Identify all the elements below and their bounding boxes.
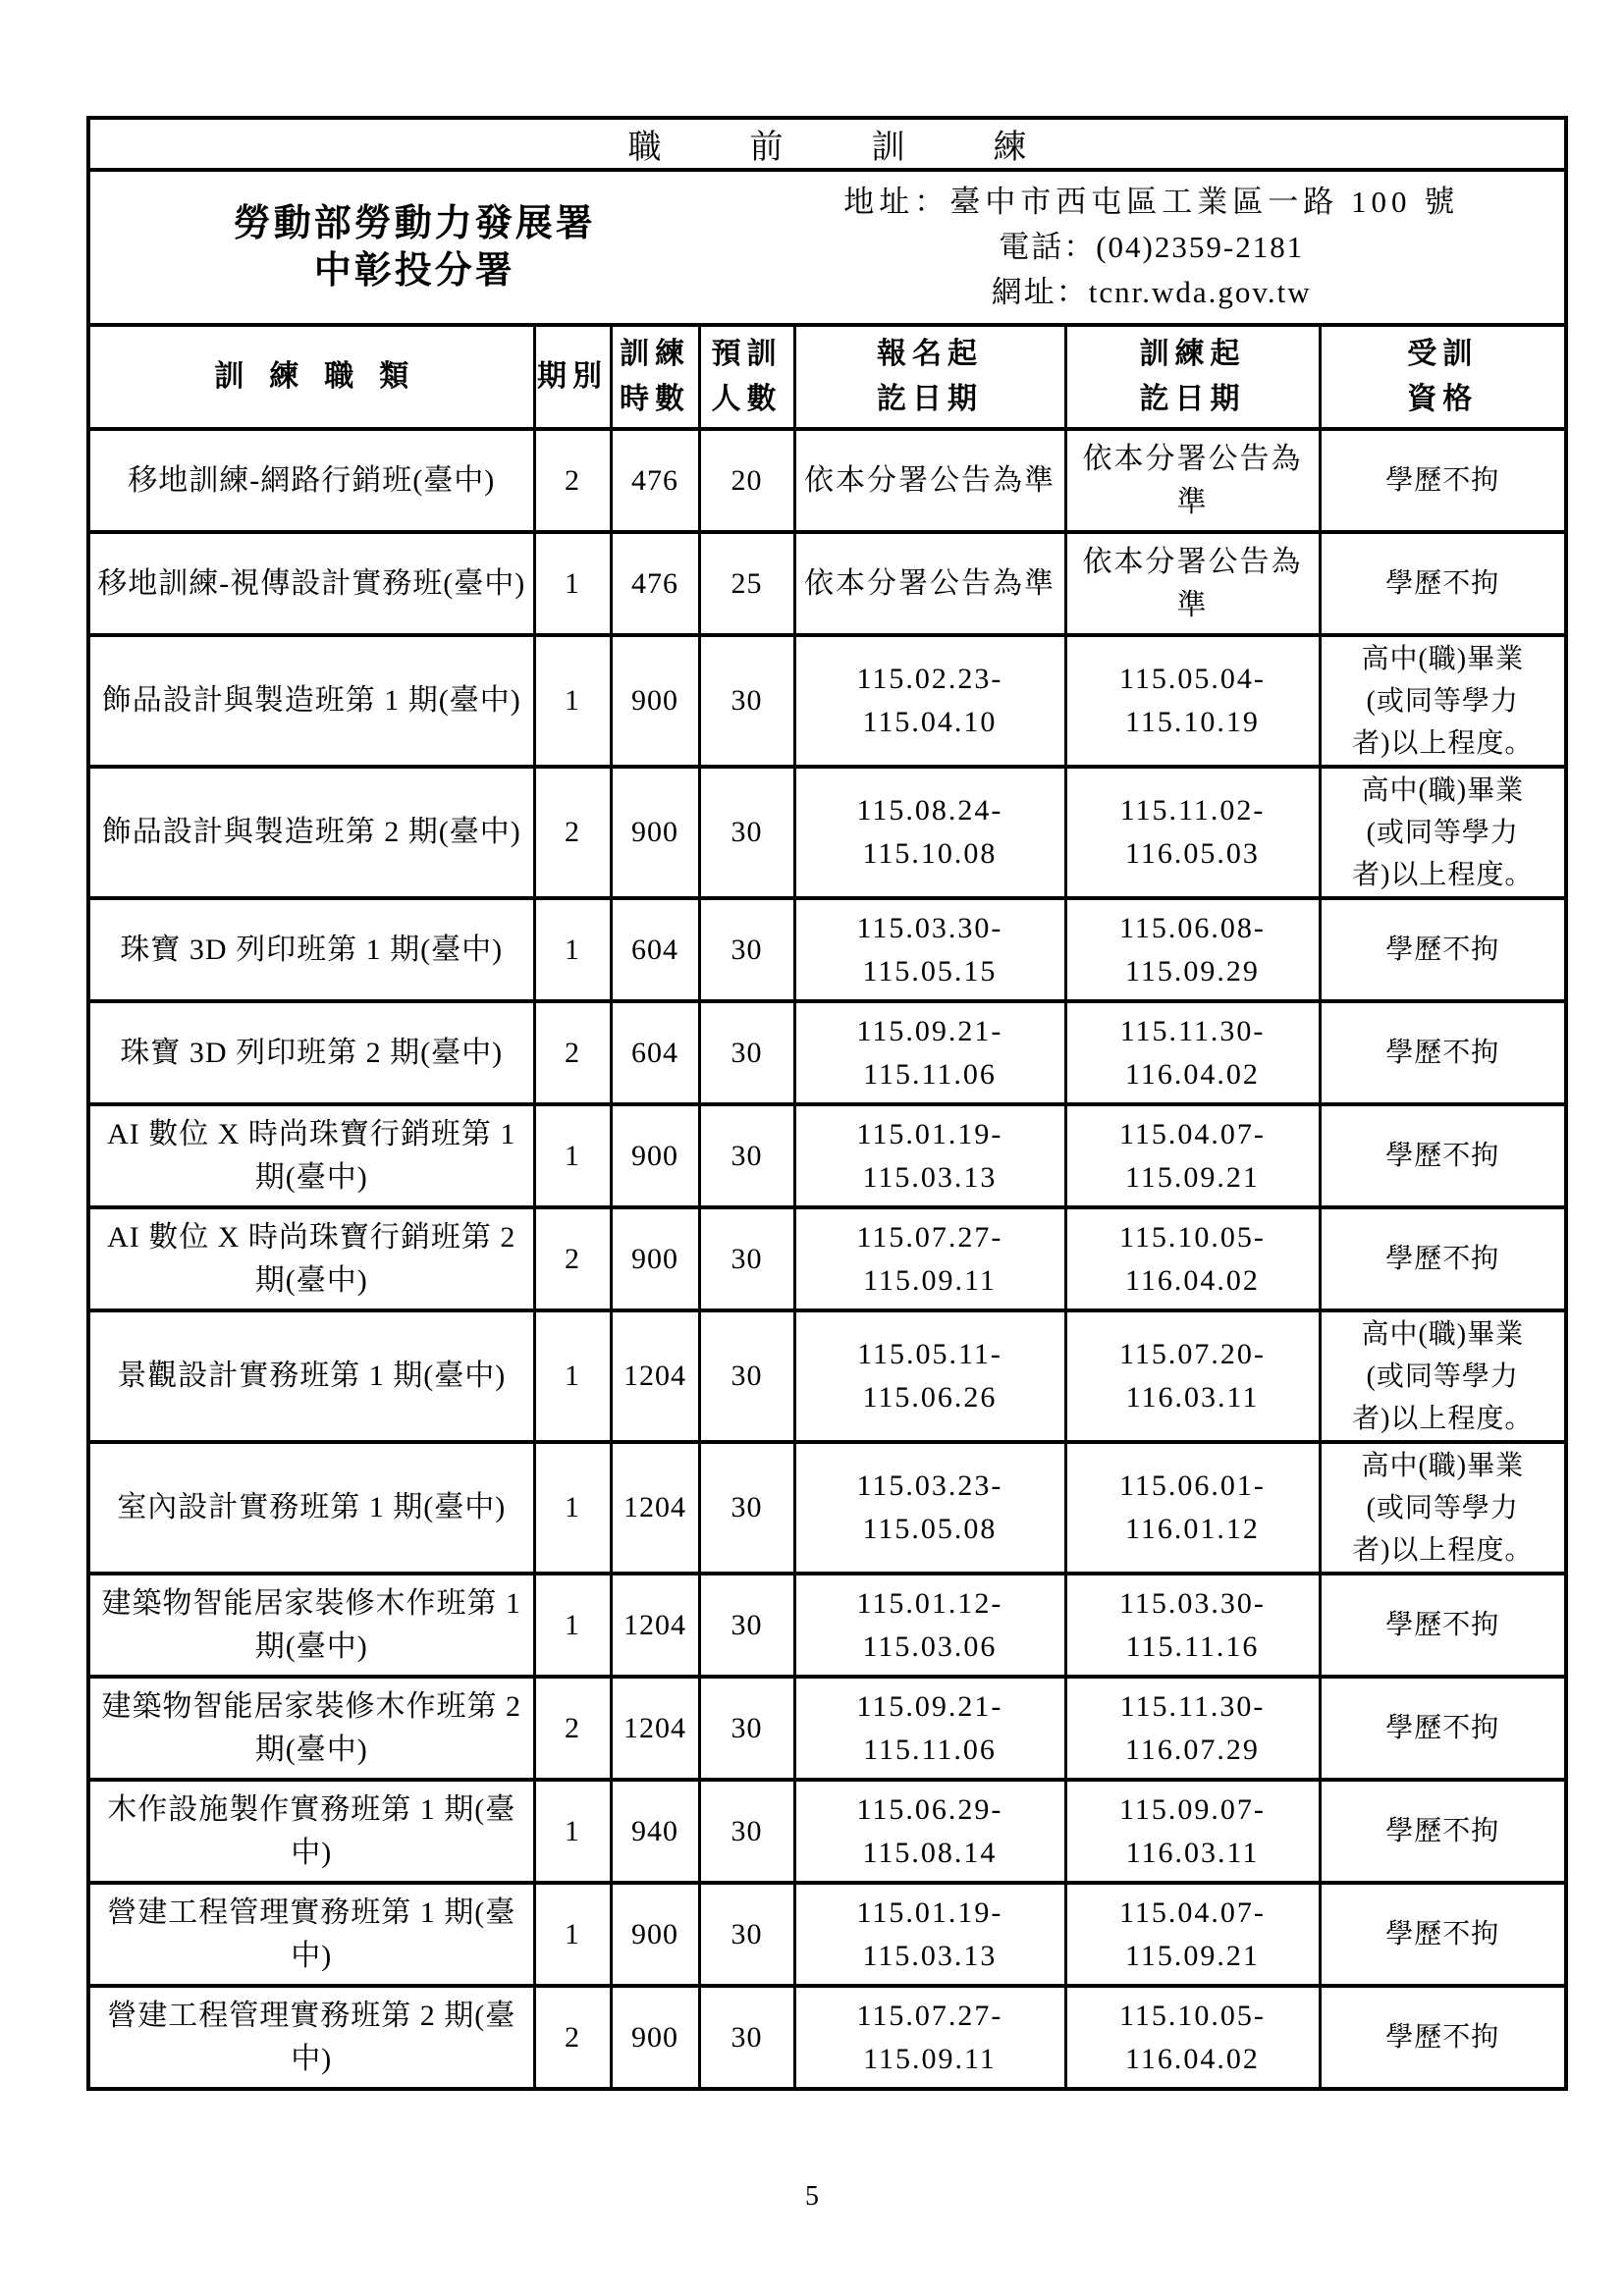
cell-planned-trainees: 30 [699, 1104, 794, 1207]
cell-qualification-line: (或同等學力 [1366, 1492, 1519, 1523]
cell-training-dates-line: 115.06.01- [1119, 1469, 1266, 1502]
cell-signup-dates-line: 115.06.29- [856, 1792, 1003, 1826]
cell-period: 2 [534, 1001, 611, 1104]
cell-qualification [1320, 1310, 1566, 1442]
header-signup-line: 訖日期 [877, 383, 983, 415]
cell-training-hours: 604 [611, 898, 699, 1001]
cell-training-hours: 900 [611, 1883, 699, 1986]
cell-signup-dates [794, 1574, 1065, 1677]
cell-signup-dates-line: 115.08.24- [856, 794, 1003, 827]
header-hours-line: 時數 [620, 383, 690, 415]
cell-signup-dates-line: 115.07.27- [856, 1220, 1003, 1254]
cell-qualification-line: 學歷不拘 [1385, 1038, 1500, 1068]
cell-signup-dates [794, 429, 1065, 532]
cell-training-dates-line: 116.03.11 [1125, 1836, 1260, 1869]
cell-qualification [1320, 767, 1566, 898]
cell-training-dates [1065, 1001, 1320, 1104]
table-row [88, 1442, 1566, 1574]
cell-period: 1 [534, 1883, 611, 1986]
cell-signup-dates [794, 1442, 1065, 1574]
table-row [88, 1986, 1566, 2089]
cell-period: 2 [534, 1677, 611, 1780]
cell-training-hours: 900 [611, 767, 699, 898]
table-row [88, 898, 1566, 1001]
cell-signup-dates-line: 115.03.13 [862, 1160, 998, 1194]
cell-training-hours: 900 [611, 1207, 699, 1310]
cell-signup-dates [794, 635, 1065, 767]
table-row [88, 767, 1566, 898]
cell-signup-dates-line: 115.11.06 [863, 1057, 997, 1091]
cell-period: 2 [534, 429, 611, 532]
cell-training-dates-line: 115.10.19 [1125, 706, 1260, 738]
cell-qualification-line: 學歷不拘 [1385, 1816, 1500, 1846]
cell-qualification [1320, 1677, 1566, 1780]
cell-period: 2 [534, 767, 611, 898]
cell-training-dates-line: 準 [1176, 485, 1209, 518]
cell-signup-dates-line: 115.05.15 [862, 954, 998, 988]
cell-training-dates-line: 115.04.07- [1119, 1896, 1266, 1929]
header-training-line: 訓練起 [1139, 338, 1246, 370]
cell-qualification [1320, 635, 1566, 767]
cell-signup-dates-line: 115.06.26 [862, 1381, 998, 1414]
cell-training-dates [1065, 1986, 1320, 2089]
header-course [88, 325, 534, 429]
cell-signup-dates [794, 1207, 1065, 1310]
cell-signup-dates-line: 115.09.11 [863, 1263, 997, 1297]
cell-training-dates-line: 115.10.05- [1119, 1999, 1266, 2032]
cell-training-hours: 604 [611, 1001, 699, 1104]
cell-planned-trainees: 30 [699, 1574, 794, 1677]
cell-period: 1 [534, 1104, 611, 1207]
cell-signup-dates [794, 1104, 1065, 1207]
table-body [88, 118, 1566, 2089]
cell-course-name: 室內設計實務班第 1 期(臺中) [88, 1442, 534, 1574]
cell-signup-dates-line: 115.03.13 [862, 1939, 998, 1972]
header-hours-line: 訓練 [620, 338, 690, 370]
cell-period: 1 [534, 1574, 611, 1677]
cell-qualification-line: 高中(職)畢業 [1361, 1318, 1525, 1350]
cell-training-dates [1065, 1104, 1320, 1207]
cell-period: 2 [534, 1207, 611, 1310]
cell-training-dates-line: 115.06.08- [1119, 911, 1266, 944]
title-row [88, 118, 1566, 170]
cell-qualification-line: 者)以上程度。 [1352, 1534, 1534, 1566]
cell-course-name: 建築物智能居家裝修木作班第 2 期(臺中) [88, 1677, 534, 1780]
cell-planned-trainees: 30 [699, 767, 794, 898]
cell-training-dates-line: 116.04.02 [1125, 1263, 1260, 1297]
cell-signup-dates-line: 115.08.14 [862, 1836, 998, 1869]
cell-planned-trainees: 20 [699, 429, 794, 532]
cell-training-dates-line: 116.03.11 [1125, 1381, 1260, 1414]
cell-qualification [1320, 429, 1566, 532]
cell-qualification-line: 者)以上程度。 [1352, 859, 1534, 890]
cell-training-hours: 1204 [611, 1677, 699, 1780]
cell-signup-dates-line: 115.03.23- [856, 1469, 1003, 1502]
cell-planned-trainees: 30 [699, 1442, 794, 1574]
cell-period: 1 [534, 898, 611, 1001]
cell-training-dates-line: 115.04.07- [1119, 1117, 1266, 1150]
cell-training-dates [1065, 1780, 1320, 1883]
cell-training-hours: 940 [611, 1780, 699, 1883]
cell-course-name: 珠寶 3D 列印班第 2 期(臺中) [88, 1001, 534, 1104]
cell-training-hours: 476 [611, 532, 699, 635]
cell-qualification-line: 高中(職)畢業 [1361, 1450, 1525, 1481]
cell-training-dates [1065, 1677, 1320, 1780]
page-number: 5 [805, 2181, 819, 2212]
table-row [88, 1310, 1566, 1442]
cell-training-dates-line: 115.07.20- [1119, 1338, 1266, 1370]
header-trainees [699, 325, 794, 429]
table-row [88, 635, 1566, 767]
cell-signup-dates [794, 532, 1065, 635]
header-qualification-line: 受訓 [1407, 338, 1479, 370]
cell-qualification [1320, 1442, 1566, 1574]
cell-course-name: 飾品設計與製造班第 1 期(臺中) [88, 635, 534, 767]
cell-planned-trainees: 30 [699, 1986, 794, 2089]
cell-training-dates [1065, 1207, 1320, 1310]
cell-qualification [1320, 1986, 1566, 2089]
header-course-line: 訓練職類 [214, 360, 435, 393]
agency-name [90, 200, 738, 294]
cell-qualification-line: 學歷不拘 [1385, 1919, 1500, 1949]
cell-signup-dates [794, 767, 1065, 898]
cell-planned-trainees: 30 [699, 1677, 794, 1780]
cell-training-hours: 1204 [611, 1574, 699, 1677]
header-signup [794, 325, 1065, 429]
cell-training-dates-line: 116.07.29 [1125, 1733, 1260, 1766]
header-period [534, 325, 611, 429]
cell-qualification-line: 學歷不拘 [1385, 2022, 1500, 2053]
cell-course-name: 營建工程管理實務班第 2 期(臺中) [88, 1986, 534, 2089]
cell-training-dates [1065, 1883, 1320, 1986]
cell-training-dates [1065, 1574, 1320, 1677]
info-row [88, 170, 1566, 325]
header-period-line: 期別 [537, 360, 608, 393]
cell-course-name: 建築物智能居家裝修木作班第 1 期(臺中) [88, 1574, 534, 1677]
agency-contact [738, 180, 1564, 315]
cell-training-dates [1065, 1310, 1320, 1442]
cell-training-dates-line: 115.03.30- [1119, 1586, 1266, 1620]
cell-qualification-line: 學歷不拘 [1385, 1610, 1500, 1640]
cell-signup-dates-line: 115.11.06 [863, 1733, 997, 1766]
cell-course-name: 珠寶 3D 列印班第 1 期(臺中) [88, 898, 534, 1001]
header-signup-line: 報名起 [877, 338, 983, 370]
cell-course-name: 飾品設計與製造班第 2 期(臺中) [88, 767, 534, 898]
cell-period: 1 [534, 1442, 611, 1574]
cell-training-dates-line: 115.09.21 [1125, 1160, 1260, 1194]
cell-course-name: AI 數位 X 時尚珠寶行銷班第 2 期(臺中) [88, 1207, 534, 1310]
table-row [88, 1574, 1566, 1677]
cell-signup-dates-line: 115.05.11- [857, 1338, 1002, 1370]
cell-qualification-line: 者)以上程度。 [1352, 1403, 1534, 1434]
cell-training-dates-line: 116.04.02 [1125, 1057, 1260, 1091]
cell-planned-trainees: 30 [699, 635, 794, 767]
cell-qualification-line: (或同等學力 [1366, 817, 1519, 848]
table-row [88, 532, 1566, 635]
cell-signup-dates [794, 1780, 1065, 1883]
cell-signup-dates-line: 115.01.19- [856, 1117, 1003, 1150]
header-trainees-line: 人數 [711, 383, 783, 415]
cell-training-dates [1065, 532, 1320, 635]
cell-qualification-line: 學歷不拘 [1385, 465, 1500, 496]
cell-training-dates [1065, 635, 1320, 767]
cell-qualification [1320, 898, 1566, 1001]
cell-training-dates-line: 115.05.04- [1119, 663, 1266, 695]
cell-signup-dates-line: 115.10.08 [862, 837, 998, 870]
cell-signup-dates-line: 115.07.27- [856, 1999, 1003, 2032]
table-row [88, 1207, 1566, 1310]
cell-course-name: 景觀設計實務班第 1 期(臺中) [88, 1310, 534, 1442]
cell-qualification-line: 學歷不拘 [1385, 1713, 1500, 1743]
cell-signup-dates-line: 115.04.10 [862, 706, 998, 738]
cell-period: 1 [534, 1310, 611, 1442]
cell-signup-dates-line: 115.01.12- [856, 1586, 1003, 1620]
cell-qualification-line: (或同等學力 [1366, 1361, 1519, 1392]
cell-training-dates-line: 115.09.29 [1125, 954, 1260, 988]
cell-planned-trainees: 30 [699, 1310, 794, 1442]
cell-training-hours: 900 [611, 1104, 699, 1207]
cell-training-dates-line: 115.09.21 [1125, 1939, 1260, 1972]
cell-signup-dates-line: 115.02.23- [856, 663, 1003, 695]
header-qualification [1320, 325, 1566, 429]
cell-qualification [1320, 1104, 1566, 1207]
cell-period: 1 [534, 532, 611, 635]
cell-training-dates-line: 116.05.03 [1125, 837, 1260, 870]
header-qualification-line: 資格 [1407, 383, 1479, 415]
cell-qualification [1320, 1883, 1566, 1986]
cell-period: 2 [534, 1986, 611, 2089]
cell-training-dates-line: 準 [1176, 588, 1209, 621]
cell-planned-trainees: 30 [699, 1001, 794, 1104]
cell-training-dates [1065, 429, 1320, 532]
cell-training-dates [1065, 1442, 1320, 1574]
cell-training-dates-line: 115.11.16 [1125, 1629, 1260, 1663]
cell-qualification [1320, 1207, 1566, 1310]
cell-training-dates-line: 115.11.30- [1119, 1689, 1266, 1723]
cell-qualification [1320, 1001, 1566, 1104]
cell-signup-dates-line: 115.03.06 [862, 1629, 998, 1663]
table-row [88, 429, 1566, 532]
header-training-line: 訖日期 [1139, 383, 1246, 415]
cell-signup-dates-line: 115.01.19- [856, 1896, 1003, 1929]
cell-qualification-line: 學歷不拘 [1385, 568, 1500, 599]
cell-planned-trainees: 30 [699, 898, 794, 1001]
cell-qualification [1320, 1574, 1566, 1677]
info-block [90, 180, 1564, 315]
cell-course-name: 木作設施製作實務班第 1 期(臺中) [88, 1780, 534, 1883]
cell-signup-dates [794, 1677, 1065, 1780]
cell-planned-trainees: 30 [699, 1780, 794, 1883]
cell-signup-dates-line: 115.05.08 [862, 1513, 998, 1545]
cell-training-hours: 900 [611, 1986, 699, 2089]
cell-qualification-line: (或同等學力 [1366, 685, 1519, 717]
table-header-row [88, 325, 1566, 429]
cell-training-dates-line: 116.04.02 [1125, 2042, 1260, 2075]
cell-training-dates-line: 依本分署公告為 [1082, 442, 1303, 475]
cell-training-dates-line: 115.11.30- [1119, 1014, 1266, 1047]
cell-training-dates-line: 116.01.12 [1125, 1513, 1260, 1545]
cell-period: 1 [534, 1780, 611, 1883]
cell-training-hours: 476 [611, 429, 699, 532]
cell-signup-dates [794, 1883, 1065, 1986]
agency-website: 網址：tcnr.wda.gov.tw [991, 275, 1312, 309]
cell-qualification-line: 學歷不拘 [1385, 1141, 1500, 1171]
cell-course-name: 移地訓練-視傳設計實務班(臺中) [88, 532, 534, 635]
cell-signup-dates [794, 898, 1065, 1001]
cell-qualification-line: 學歷不拘 [1385, 1244, 1500, 1274]
agency-phone: 電話：(04)2359-2181 [999, 230, 1305, 264]
cell-training-hours: 1204 [611, 1442, 699, 1574]
cell-course-name: AI 數位 X 時尚珠寶行銷班第 1 期(臺中) [88, 1104, 534, 1207]
header-training [1065, 325, 1320, 429]
table-row [88, 1780, 1566, 1883]
table-row [88, 1883, 1566, 1986]
cell-training-hours: 1204 [611, 1310, 699, 1442]
cell-training-dates [1065, 898, 1320, 1001]
cell-qualification [1320, 532, 1566, 635]
agency-name-line2: 中彰投分署 [313, 250, 515, 292]
agency-address: 地址：臺中市西屯區工業區一路 100 號 [843, 185, 1460, 219]
cell-qualification-line: 高中(職)畢業 [1361, 774, 1525, 806]
table-row [88, 1001, 1566, 1104]
cell-training-dates-line: 115.10.05- [1119, 1220, 1266, 1254]
cell-signup-dates-line: 115.09.11 [863, 2042, 997, 2075]
agency-name-line1: 勞動部勞動力發展署 [233, 203, 596, 244]
table-row [88, 1104, 1566, 1207]
section-title: 職前訓練 [88, 118, 1566, 170]
cell-qualification [1320, 1780, 1566, 1883]
cell-planned-trainees: 30 [699, 1207, 794, 1310]
cell-period: 1 [534, 635, 611, 767]
info-cell [88, 170, 1566, 325]
cell-signup-dates [794, 1310, 1065, 1442]
cell-signup-dates-line: 依本分署公告為準 [804, 463, 1056, 497]
header-hours [611, 325, 699, 429]
cell-signup-dates-line: 115.09.21- [856, 1014, 1003, 1047]
cell-training-dates [1065, 767, 1320, 898]
cell-signup-dates-line: 依本分署公告為準 [804, 566, 1056, 600]
cell-training-dates-line: 依本分署公告為 [1082, 545, 1303, 578]
table-row [88, 1677, 1566, 1780]
cell-signup-dates [794, 1001, 1065, 1104]
training-schedule-table [86, 116, 1568, 2091]
cell-signup-dates [794, 1986, 1065, 2089]
cell-qualification-line: 者)以上程度。 [1352, 727, 1534, 759]
cell-planned-trainees: 25 [699, 532, 794, 635]
cell-training-hours: 900 [611, 635, 699, 767]
cell-training-dates-line: 115.09.07- [1119, 1792, 1266, 1826]
cell-planned-trainees: 30 [699, 1883, 794, 1986]
cell-training-dates-line: 115.11.02- [1119, 794, 1266, 827]
cell-course-name: 移地訓練-網路行銷班(臺中) [88, 429, 534, 532]
cell-qualification-line: 高中(職)畢業 [1361, 643, 1525, 674]
cell-signup-dates-line: 115.03.30- [856, 911, 1003, 944]
cell-qualification-line: 學歷不拘 [1385, 934, 1500, 965]
header-trainees-line: 預訓 [711, 338, 783, 370]
cell-signup-dates-line: 115.09.21- [856, 1689, 1003, 1723]
cell-course-name: 營建工程管理實務班第 1 期(臺中) [88, 1883, 534, 1986]
